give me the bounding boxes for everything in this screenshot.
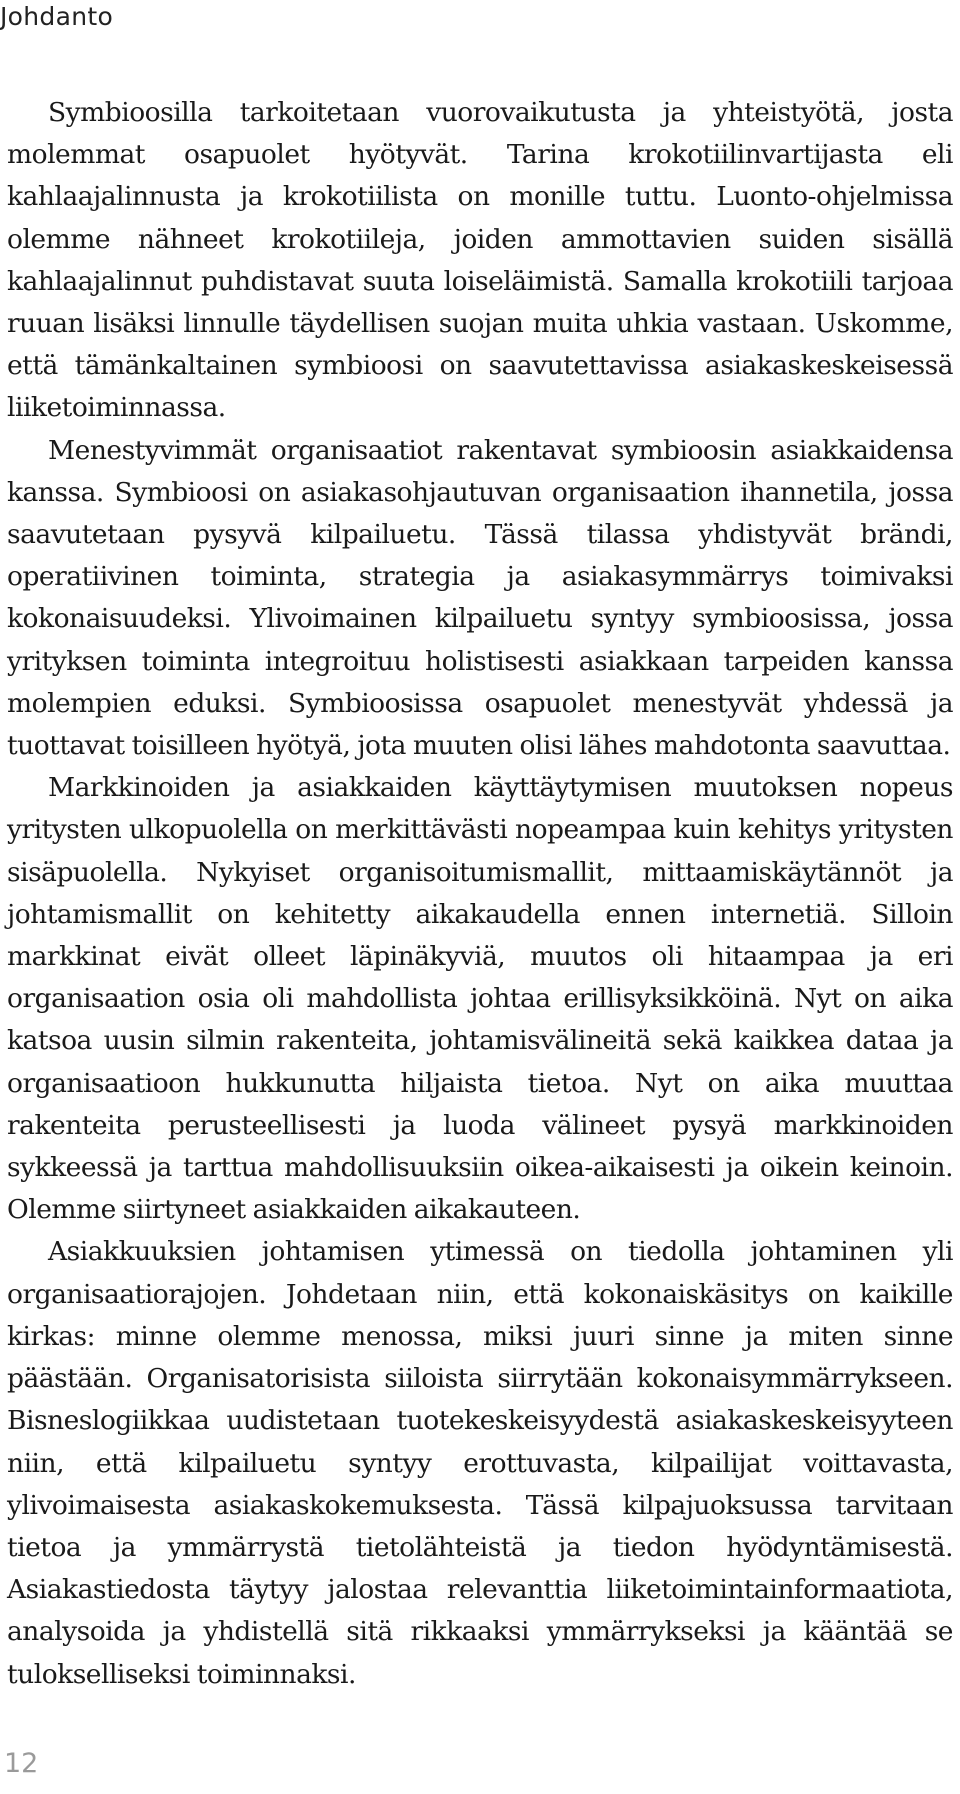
paragraph-3: Markkinoiden ja asiakkaiden käyttäytymisen muutoksen nopeus yritysten ulkopuolella on merkittävästi nopeampaa kuin kehitys yritysten sisäpuolella. Nykyiset organisoitumismallit, mittaamiskäytännöt ja johtamismallit on kehitetty aikakaudella ennen internetiä. Silloin markkinat eivät olleet läpinäkyviä, muutos oli hitaampaa ja eri organisaation osia oli mahdollista johtaa erillisyksikköinä. Nyt on aika katsoa uusin silmin rakenteita, johtamisvälineitä sekä kaikkea dataa ja organisaatioon hukkunutta hiljaista tietoa. Nyt on aika muuttaa rakenteita perusteellisesti ja luoda välineet pysyä markkinoiden sykkeessä ja tarttua mahdollisuuksiin oikea-aikaisesti ja oikein keinoin. Olemme siirtyneet asiakkaiden aikakauteen. — [7, 772, 953, 1226]
paragraph-1: Symbioosilla tarkoitetaan vuorovaikutusta ja yhteistyötä, josta molemmat osapuolet hyötyvät. Tarina krokotiilinvartijasta eli kahlaajalinnusta ja krokotiilista on monille tuttu. Luonto-ohjelmissa olemme nähneet krokotiileja, joiden ammottavien suiden sisällä kahlaajalinnut puhdistavat suuta loiseläimistä. Samalla krokotiili tarjoaa ruuan lisäksi linnulle täydellisen suojan muita uhkia vastaan. Uskomme, että tämänkaltainen symbioosi on saavutettavissa asiakaskeskeisessä liiketoiminnassa. — [7, 97, 953, 424]
running-header: Johdanto — [0, 2, 114, 31]
paragraph-4: Asiakkuuksien johtamisen ytimessä on tiedolla johtaminen yli organisaatiorajojen. Johdetaan niin, että kokonaiskäsitys on kaikille kirkas: minne olemme menossa, miksi juuri sinne ja miten sinne päästään. Organisatorisista siiloista siirrytään kokonaisymmärrykseen. Bisneslogiikkaa uudistetaan tuotekeskeisyydestä asiakaskeskeisyyteen niin, että kilpailuetu syntyy erottuvasta, kilpailijat voittavasta, ylivoimaisesta asiakaskokemuksesta. Tässä kilpajuoksussa tarvitaan tietoa ja ymmärrystä tietolähteistä ja tiedon hyödyntämisestä. Asiakastiedosta täytyy jalostaa relevanttia liiketoimintainformaatiota, analysoida ja yhdistellä sitä rikkaaksi ymmärrykseksi ja kääntää se tulokselliseksi toiminnaksi. — [7, 1236, 953, 1690]
paragraph-2: Menestyvimmät organisaatiot rakentavat symbioosin asiakkaidensa kanssa. Symbioosi on asiakasohjautuvan organisaation ihannetila, jossa saavutetaan pysyvä kilpailuetu. Tässä tilassa yhdistyvät brändi, operatiivinen toiminta, strategia ja asiakasymmärrys toimivaksi kokonaisuudeksi. Ylivoimainen kilpailuetu syntyy symbioosissa, jossa yrityksen toiminta integroituu holistisesti asiakkaan tarpeiden kanssa molempien eduksi. Symbioosissa osapuolet menestyvät yhdessä ja tuottavat toisilleen hyötyä, jota muuten olisi lähes mahdotonta saavuttaa. — [7, 434, 953, 762]
body-text — [7, 92, 953, 1696]
page-number: 12 — [4, 1748, 39, 1779]
